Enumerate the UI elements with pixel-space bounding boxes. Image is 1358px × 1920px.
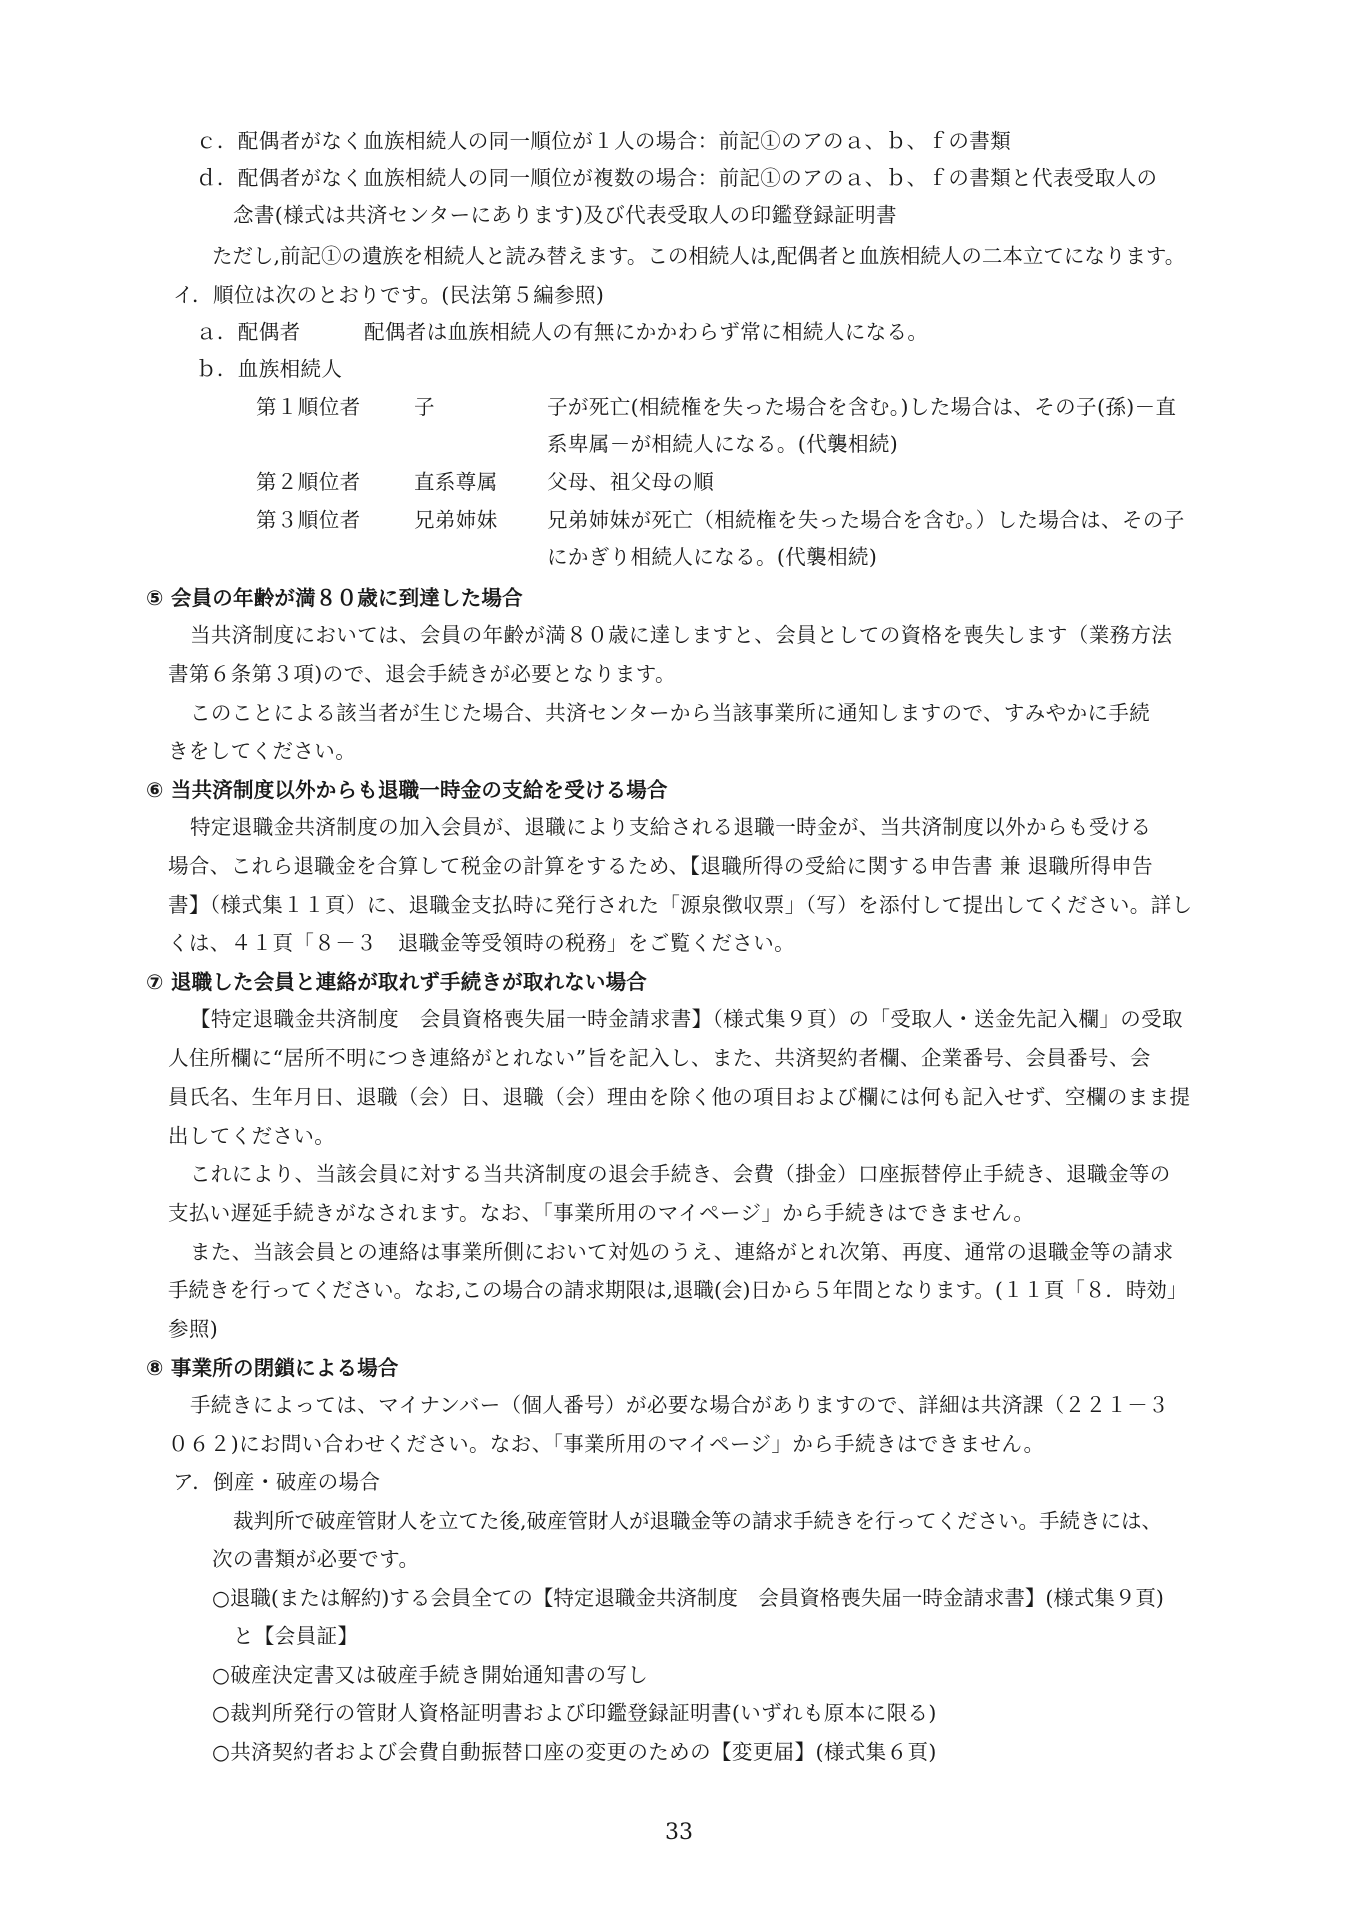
section-5-p1-line2: 書第６条第３項)ので、退会手続きが必要となります。: [168, 662, 676, 686]
section-8-line2: ０６２)にお問い合わせください。なお、「事業所用のマイページ」から手続きはできません。: [168, 1432, 1045, 1456]
section-7-heading: ⑦ 退職した会員と連絡が取れず手続きが取れない場合: [146, 970, 647, 994]
section-7-p3-line2: 手続きを行ってください。なお,この場合の請求期限は,退職(会)日から５年間となります。(１１頁「８．時効」: [168, 1278, 1188, 1302]
bullet-4: ○共済契約者および会費自動振替口座の変更のための【変更届】(様式集６頁): [212, 1740, 937, 1764]
rank-3-who: 兄弟姉妹: [414, 508, 498, 532]
section-5-heading: ⑤ 会員の年齢が満８０歳に到達した場合: [146, 586, 523, 610]
rank-3-label: 第３順位者: [256, 508, 361, 532]
section-7-p1-line4: 出してください。: [168, 1124, 336, 1148]
item-d-line1: ｄ．配偶者がなく血族相続人の同一順位が複数の場合：前記①のアのａ、ｂ、ｆの書類と代表受取人の: [196, 166, 1158, 190]
section-7-p2-line2: 支払い遅延手続きがなされます。なお、「事業所用のマイページ」から手続きはできません。: [168, 1201, 1035, 1225]
section-5-p1-line1: 当共済制度においては、会員の年齢が満８０歳に達しますと、会員としての資格を喪失します（業務方法: [190, 623, 1173, 647]
rank-2-label: 第２順位者: [256, 470, 361, 494]
proviso: ただし,前記①の遺族を相続人と読み替えます。この相続人は,配偶者と血族相続人の二本立てになります。: [212, 244, 1186, 268]
section-7-p3-line1: また、当該会員との連絡は事業所側において対処のうえ、連絡がとれ次第、再度、通常の退職金等の請求: [190, 1240, 1174, 1264]
page-number: 33: [665, 1820, 693, 1845]
rank-3-text-line1: 兄弟姉妹が死亡（相続権を失った場合を含む。）した場合は、その子: [547, 508, 1185, 532]
bullet-1-line2: と【会員証】: [233, 1624, 359, 1648]
rank-1-text-line2: 系卑属－が相続人になる。(代襲相続): [547, 432, 899, 456]
section-7-p3-line3: 参照): [168, 1317, 219, 1341]
section-8-a-line1: 裁判所で破産管財人を立てた後,破産管財人が退職金等の請求手続きを行ってください。手続きには、: [233, 1509, 1163, 1533]
rank-2-text-line1: 父母、祖父母の順: [547, 470, 715, 494]
section-8-heading: ⑧ 事業所の閉鎖による場合: [146, 1356, 399, 1380]
section-7-p1-line3: 員氏名、生年月日、退職（会）日、退職（会）理由を除く他の項目および欄には何も記入せず、空欄のまま提: [168, 1085, 1191, 1109]
section-6-heading: ⑥ 当共済制度以外からも退職一時金の支給を受ける場合: [146, 778, 668, 802]
rank-1-who: 子: [414, 395, 435, 419]
section-6-line2: 場合、これら退職金を合算して税金の計算をするため、【退職所得の受給に関する申告書 兼 退職所得申告: [168, 854, 1154, 878]
bullet-2: ○破産決定書又は破産手続き開始通知書の写し: [212, 1663, 649, 1687]
spouse-text: 配偶者は血族相続人の有無にかかわらず常に相続人になる。: [364, 320, 929, 344]
rank-3-text-line2: にかぎり相続人になる。(代襲相続): [547, 545, 878, 569]
section-5-p2-line1: このことによる該当者が生じた場合、共済センターから当該事業所に通知しますので、すみやかに手続: [190, 701, 1151, 725]
rank-1-text-line1: 子が死亡(相続権を失った場合を含む。)した場合は、その子(孫)－直: [547, 395, 1177, 419]
spouse-label: ａ．配偶者: [196, 320, 301, 344]
item-i: イ．順位は次のとおりです。(民法第５編参照): [173, 283, 605, 307]
item-c: ｃ．配偶者がなく血族相続人の同一順位が１人の場合：前記①のアのａ、ｂ、ｆの書類: [196, 129, 1012, 153]
bullet-1-line1: ○退職(または解約)する会員全ての【特定退職金共済制度 会員資格喪失届一時金請求書】(様式集９頁): [212, 1586, 1164, 1610]
blood-relative-label: ｂ．血族相続人: [196, 357, 343, 381]
section-7-p1-line1: 【特定退職金共済制度 会員資格喪失届一時金請求書】（様式集９頁）の「受取人・送金先記入欄」の受取: [190, 1007, 1183, 1031]
section-7-p2-line1: これにより、当該会員に対する当共済制度の退会手続き、会費（掛金）口座振替停止手続き、退職金等の: [190, 1162, 1171, 1186]
section-8-sub-a: ア．倒産・破産の場合: [173, 1470, 381, 1494]
section-8-a-line2: 次の書類が必要です。: [212, 1547, 420, 1571]
rank-2-who: 直系尊属: [414, 470, 498, 494]
section-7-p1-line2: 人住所欄に“居所不明につき連絡がとれない”旨を記入し、また、共済契約者欄、企業番号、会員番号、会: [168, 1046, 1151, 1070]
section-5-p2-line2: きをしてください。: [168, 739, 357, 763]
section-6-line1: 特定退職金共済制度の加入会員が、退職により支給される退職一時金が、当共済制度以外からも受ける: [190, 815, 1152, 839]
section-8-line1: 手続きによっては、マイナンバー（個人番号）が必要な場合がありますので、詳細は共済課（２２１－３: [190, 1393, 1170, 1417]
item-d-line2: 念書(様式は共済センターにあります)及び代表受取人の印鑑登録証明書: [233, 203, 897, 227]
section-6-line3: 書】（様式集１１頁）に、退職金支払時に発行された「源泉徴収票」（写）を添付して提出してください。詳し: [168, 893, 1193, 917]
section-6-line4: くは、４１頁「８－３ 退職金等受領時の税務」をご覧ください。: [168, 931, 795, 955]
bullet-3: ○裁判所発行の管財人資格証明書および印鑑登録証明書(いずれも原本に限る): [212, 1701, 937, 1725]
rank-1-label: 第１順位者: [256, 395, 361, 419]
